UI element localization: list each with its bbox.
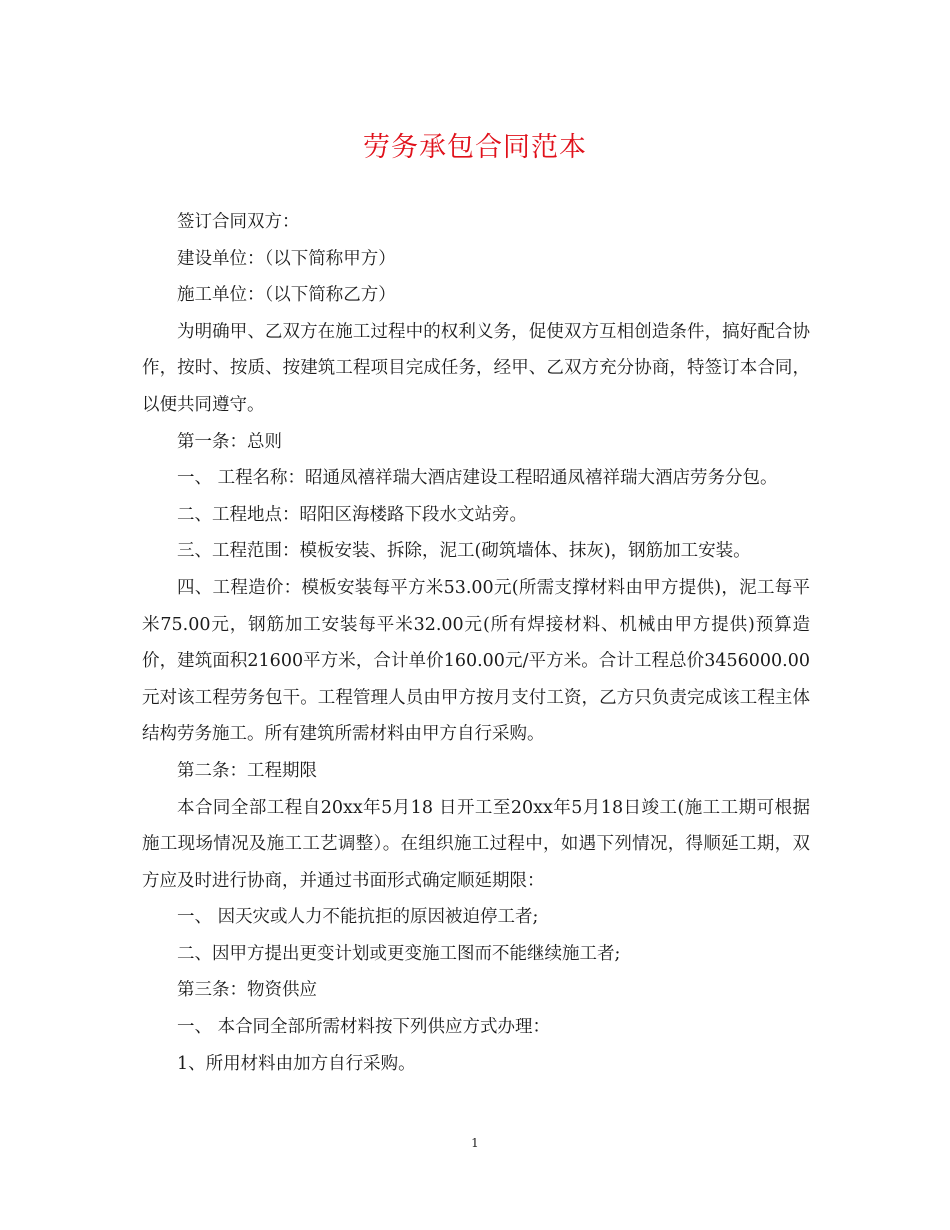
paragraph-party-a: 建设单位：（以下简称甲方） bbox=[177, 248, 396, 269]
article-1-heading: 第一条：总则 bbox=[177, 431, 282, 452]
article-3-heading: 第三条：物资供应 bbox=[177, 980, 317, 1001]
paragraph-preamble: 为明确甲、乙双方在施工过程中的权利义务，促使双方互相创造条件，搞好配合协作，按时、按质、按建筑工程项目完成任务，经甲、乙双方充分协商，特签订本合同，以便共同遵守。 bbox=[142, 321, 810, 415]
clause-material-purchase: 1、所用材料由加方自行采购。 bbox=[177, 1053, 416, 1074]
clause-project-location: 二、工程地点：昭阳区海楼路下段水文站旁。 bbox=[177, 504, 527, 525]
document-title: 劳务承包合同范本 bbox=[363, 132, 587, 163]
paragraph-parties-heading: 签订合同双方： bbox=[177, 212, 300, 232]
page-number: 1 bbox=[471, 1136, 479, 1150]
clause-project-scope: 三、工程范围：模板安装、拆除，泥工(砌筑墙体、抹灰)，钢筋加工安装。 bbox=[177, 541, 751, 562]
paragraph-party-b: 施工单位：（以下简称乙方） bbox=[177, 285, 396, 306]
article-2-heading: 第二条：工程期限 bbox=[177, 760, 317, 781]
clause-project-period: 本合同全部工程自20xx年5月18 日开工至20xx年5月18日竣工(施工工期可根据施工现场情况及施工工艺调整）。在组织施工过程中，如遇下列情况，得顺延工期，双方应及时进行协商，并通过书面形式确定顺延期限： bbox=[142, 797, 810, 891]
clause-delay-plan-change: 二、因甲方提出更变计划或更变施工图而不能继续施工者; bbox=[177, 943, 621, 964]
clause-project-cost: 四、工程造价：模板安装每平方米53.00元(所需支撑材料由甲方提供)，泥工每平米75.00元，钢筋加工安装每平米32.00元(所有焊接材料、机械由甲方提供)预算造价，建筑面积21600平方米，合计单价160.00元/平方米。合计工程总价3456000.00元对该工程劳务包干。工程管理人员由甲方按月支付工资，乙方只负责完成该工程主体结构劳务施工。所有建筑所需材料由甲方自行采购。 bbox=[142, 577, 810, 745]
clause-project-name: 一、 工程名称：昭通凤禧祥瑞大酒店建设工程昭通凤禧祥瑞大酒店劳务分包。 bbox=[177, 468, 778, 489]
document-body bbox=[142, 204, 810, 1082]
clause-material-supply: 一、 本合同全部所需材料按下列供应方式办理： bbox=[177, 1017, 551, 1038]
clause-delay-force-majeure: 一、 因天灾或人力不能抗拒的原因被迫停工者; bbox=[177, 907, 539, 928]
